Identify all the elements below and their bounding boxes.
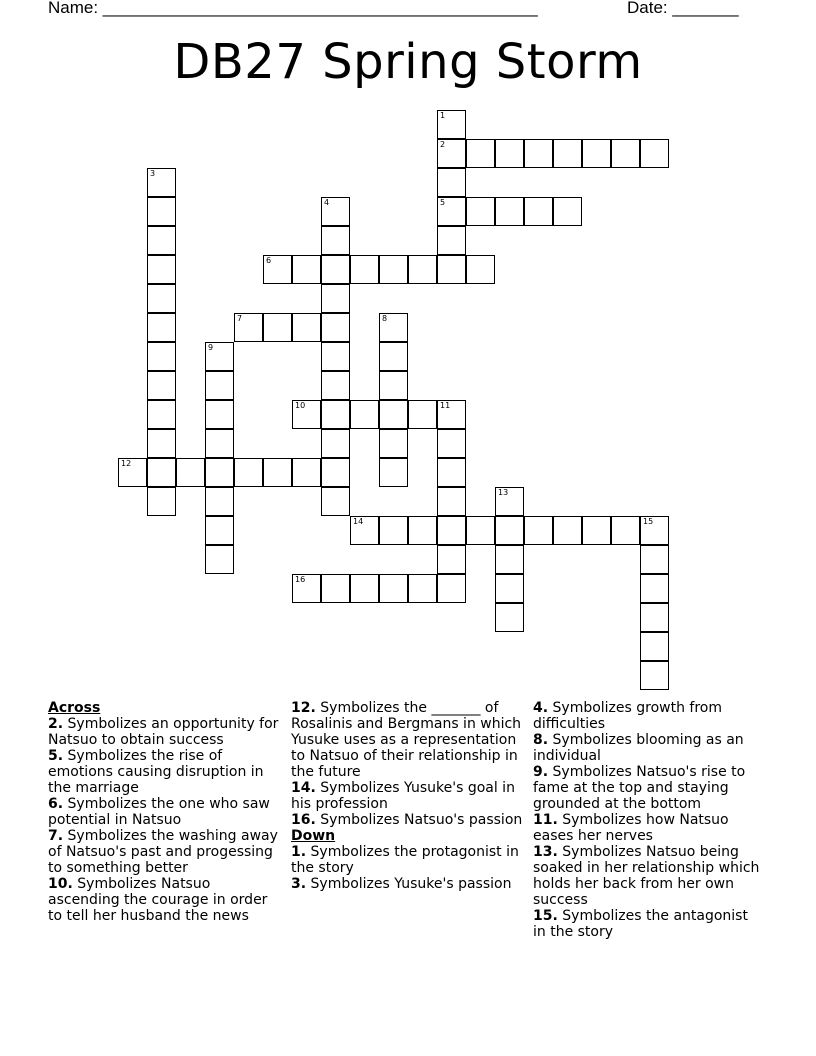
clue-down-11: 11. Symbolizes how Natsuo eases her nerves — [533, 812, 729, 844]
grid-cell[interactable] — [524, 197, 553, 226]
clue-across-2: 2. Symbolizes an opportunity for Natsuo to obtain success — [48, 716, 279, 748]
cell-number: 9 — [208, 343, 214, 352]
grid-cell[interactable] — [640, 574, 669, 603]
grid-cell[interactable] — [147, 400, 176, 429]
grid-cell[interactable] — [437, 197, 466, 226]
grid-cell[interactable] — [437, 139, 466, 168]
grid-cell[interactable] — [640, 516, 669, 545]
cell-number: 10 — [295, 401, 306, 410]
grid-cell[interactable] — [640, 603, 669, 632]
grid-cell[interactable] — [466, 139, 495, 168]
grid-cell[interactable] — [379, 429, 408, 458]
grid-cell[interactable] — [495, 139, 524, 168]
grid-cell[interactable] — [321, 400, 350, 429]
clue-across-10: 10. Symbolizes Natsuo ascending the courage in order to tell her husband the news — [48, 876, 268, 924]
cell-number: 3 — [150, 169, 156, 178]
grid-cell[interactable] — [147, 197, 176, 226]
grid-cell[interactable] — [205, 342, 234, 371]
clue-down-8: 8. Symbolizes blooming as an individual — [533, 732, 744, 764]
grid-cell[interactable] — [263, 313, 292, 342]
grid-cell[interactable] — [292, 458, 321, 487]
grid-cell[interactable] — [205, 458, 234, 487]
grid-cell[interactable] — [147, 371, 176, 400]
grid-cell[interactable] — [321, 371, 350, 400]
cell-number: 14 — [353, 517, 364, 526]
grid-cell[interactable] — [205, 371, 234, 400]
grid-cell[interactable] — [408, 574, 437, 603]
cell-number: 13 — [498, 488, 509, 497]
grid-cell[interactable] — [147, 458, 176, 487]
cell-number: 1 — [440, 111, 446, 120]
grid-cell[interactable] — [640, 661, 669, 690]
clue-across-14: 14. Symbolizes Yusuke's goal in his profession — [291, 780, 515, 812]
grid-cell[interactable] — [379, 313, 408, 342]
cell-number: 8 — [382, 314, 388, 323]
grid-cell[interactable] — [321, 284, 350, 313]
grid-cell[interactable] — [147, 168, 176, 197]
grid-cell[interactable] — [408, 255, 437, 284]
grid-cell[interactable] — [205, 429, 234, 458]
clue-across-6: 6. Symbolizes the one who saw potential in Natsuo — [48, 796, 270, 828]
grid-cell[interactable] — [263, 255, 292, 284]
grid-cell[interactable] — [350, 400, 379, 429]
clue-down-9: 9. Symbolizes Natsuo's rise to fame at the top and staying grounded at the bottom — [533, 764, 746, 812]
grid-cell[interactable] — [350, 574, 379, 603]
grid-cell[interactable] — [495, 603, 524, 632]
grid-cell[interactable] — [118, 458, 147, 487]
grid-cell[interactable] — [437, 400, 466, 429]
grid-cell[interactable] — [582, 516, 611, 545]
grid-cell[interactable] — [553, 197, 582, 226]
grid-cell[interactable] — [379, 342, 408, 371]
grid-cell[interactable] — [234, 458, 263, 487]
grid-cell[interactable] — [437, 255, 466, 284]
grid-cell[interactable] — [437, 458, 466, 487]
grid-cell[interactable] — [466, 255, 495, 284]
grid-cell[interactable] — [147, 284, 176, 313]
grid-cell[interactable] — [379, 574, 408, 603]
cell-number: 2 — [440, 140, 446, 149]
grid-cell[interactable] — [379, 255, 408, 284]
grid-cell[interactable] — [466, 197, 495, 226]
grid-cell[interactable] — [321, 255, 350, 284]
grid-cell[interactable] — [379, 458, 408, 487]
cell-number: 5 — [440, 198, 446, 207]
grid-cell[interactable] — [640, 632, 669, 661]
grid-cell[interactable] — [321, 574, 350, 603]
grid-cell[interactable] — [495, 545, 524, 574]
grid-cell[interactable] — [321, 197, 350, 226]
grid-cell[interactable] — [205, 400, 234, 429]
clue-down-3: 3. Symbolizes Yusuke's passion — [291, 876, 512, 892]
date-field[interactable]: Date: _______ — [627, 0, 739, 17]
grid-cell[interactable] — [176, 458, 205, 487]
grid-cell[interactable] — [205, 487, 234, 516]
grid-cell[interactable] — [611, 139, 640, 168]
grid-cell[interactable] — [292, 400, 321, 429]
grid-cell[interactable] — [437, 516, 466, 545]
cell-number: 7 — [237, 314, 243, 323]
grid-cell[interactable] — [147, 226, 176, 255]
grid-cell[interactable] — [321, 342, 350, 371]
grid-cell[interactable] — [292, 313, 321, 342]
grid-cell[interactable] — [321, 458, 350, 487]
grid-cell[interactable] — [437, 545, 466, 574]
grid-cell[interactable] — [553, 516, 582, 545]
clue-across-5: 5. Symbolizes the rise of emotions causing disruption in the marriage — [48, 748, 264, 796]
clue-down-1: 1. Symbolizes the protagonist in the story — [291, 844, 519, 876]
grid-cell[interactable] — [379, 371, 408, 400]
grid-cell[interactable] — [524, 516, 553, 545]
grid-cell[interactable] — [234, 313, 263, 342]
grid-cell[interactable] — [524, 139, 553, 168]
cell-number: 15 — [643, 517, 654, 526]
clue-across-16: 16. Symbolizes Natsuo's passion — [291, 812, 523, 828]
grid-cell[interactable] — [147, 342, 176, 371]
grid-cell[interactable] — [495, 574, 524, 603]
cell-number: 4 — [324, 198, 330, 207]
grid-cell[interactable] — [437, 168, 466, 197]
grid-cell[interactable] — [321, 226, 350, 255]
across-heading: Across — [48, 700, 101, 716]
clue-across-7: 7. Symbolizes the washing away of Natsuo's past and progessing to something better — [48, 828, 278, 876]
grid-cell[interactable] — [437, 574, 466, 603]
grid-cell[interactable] — [350, 516, 379, 545]
clues-column-3 — [533, 700, 765, 940]
grid-cell[interactable] — [408, 400, 437, 429]
grid-cell[interactable] — [495, 487, 524, 516]
grid-cell[interactable] — [379, 516, 408, 545]
grid-cell[interactable] — [437, 226, 466, 255]
grid-cell[interactable] — [350, 255, 379, 284]
clue-down-13: 13. Symbolizes Natsuo being soaked in her relationship which holds her back from her own success — [533, 844, 760, 908]
grid-cell[interactable] — [321, 487, 350, 516]
grid-cell[interactable] — [147, 487, 176, 516]
grid-cell[interactable] — [640, 545, 669, 574]
grid-cell[interactable] — [495, 197, 524, 226]
grid-cell[interactable] — [205, 545, 234, 574]
down-heading: Down — [291, 828, 336, 844]
grid-cell[interactable] — [437, 429, 466, 458]
grid-cell[interactable] — [466, 516, 495, 545]
page-title: DB27 Spring Storm — [173, 34, 643, 90]
clue-across-12: 12. Symbolizes the _______ of Rosalinis and Bergmans in which Yusuke uses as a representation to Natsuo of their relationship in the future — [291, 700, 522, 780]
name-field[interactable]: Name: ______________________________________________ — [48, 0, 538, 17]
grid-cell[interactable] — [292, 255, 321, 284]
grid-cell[interactable] — [640, 139, 669, 168]
grid-cell[interactable] — [147, 255, 176, 284]
grid-cell[interactable] — [263, 458, 292, 487]
cell-number: 16 — [295, 575, 306, 584]
grid-cell[interactable] — [205, 516, 234, 545]
grid-cell[interactable] — [147, 313, 176, 342]
cell-number: 12 — [121, 459, 132, 468]
grid-cell[interactable] — [437, 487, 466, 516]
grid-cell[interactable] — [321, 313, 350, 342]
cell-number: 6 — [266, 256, 272, 265]
clues-column-2 — [291, 700, 523, 892]
grid-cell[interactable] — [495, 516, 524, 545]
cell-number: 11 — [440, 401, 451, 410]
grid-cell[interactable] — [321, 429, 350, 458]
clue-down-4: 4. Symbolizes growth from difficulties — [533, 700, 723, 732]
grid-cell[interactable] — [582, 139, 611, 168]
grid-cell[interactable] — [147, 429, 176, 458]
clue-down-15: 15. Symbolizes the antagonist in the story — [533, 908, 748, 940]
clues-column-1 — [48, 700, 280, 924]
grid-cell[interactable] — [553, 139, 582, 168]
grid-cell[interactable] — [408, 516, 437, 545]
grid-cell[interactable] — [611, 516, 640, 545]
grid-cell[interactable] — [379, 400, 408, 429]
grid-cell[interactable] — [437, 110, 466, 139]
grid-cell[interactable] — [292, 574, 321, 603]
